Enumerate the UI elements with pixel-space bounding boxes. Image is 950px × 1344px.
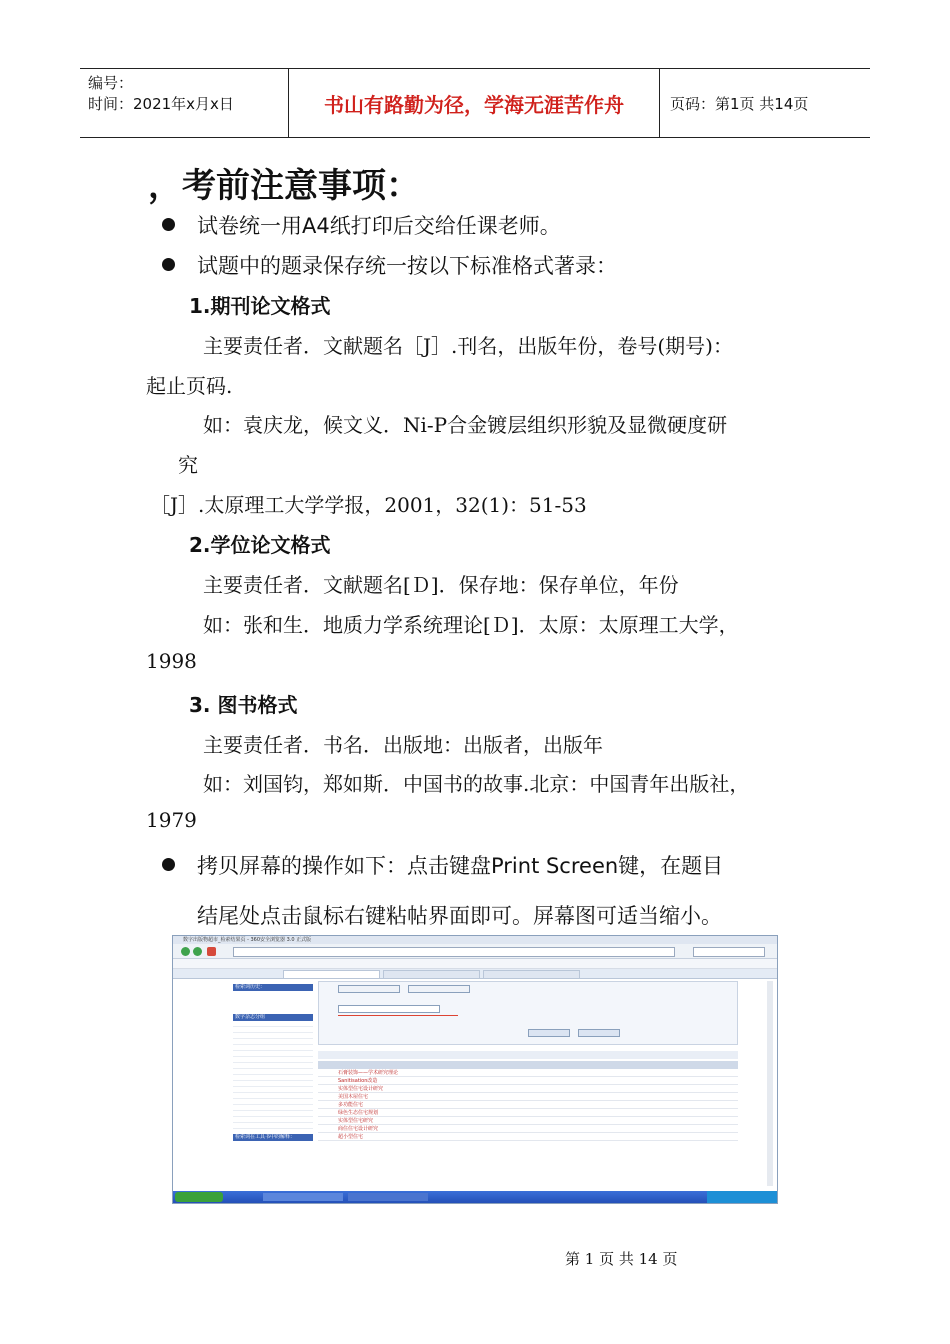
bullet-1: 试卷统一用A4纸打印后交给任课老师。 bbox=[162, 210, 561, 240]
table-row: 石膏装饰——学术研究理论 bbox=[318, 1069, 738, 1077]
divider bbox=[338, 1015, 458, 1016]
number-label: 编号： bbox=[88, 74, 134, 92]
thesis-example: 如：张和生．地质力学系统理论[Ｄ]．太原：太原理工大学， bbox=[203, 613, 739, 637]
bullet-dot-icon bbox=[162, 218, 175, 231]
left-panel-header: 检索词历史： bbox=[233, 984, 313, 991]
result-table bbox=[318, 1069, 738, 1141]
favorites-bar bbox=[173, 959, 777, 969]
history-list bbox=[233, 991, 313, 1011]
system-tray bbox=[707, 1191, 777, 1203]
journal-format-cont: 起止页码. bbox=[146, 374, 233, 398]
field-select bbox=[338, 985, 400, 993]
taskbar bbox=[173, 1191, 777, 1203]
page-header bbox=[80, 68, 870, 138]
thesis-format: 主要责任者．文献题名[Ｄ]．保存地：保存单位，年份 bbox=[203, 573, 679, 597]
journal-format: 主要责任者．文献题名［J］.刊名，出版年份，卷号(期号)： bbox=[203, 334, 733, 358]
page-footer: 第 1 页 共 14 页 bbox=[565, 1250, 678, 1268]
table-row: Sanitisation改造 bbox=[318, 1077, 738, 1085]
thesis-heading: 2.学位论文格式 bbox=[189, 533, 331, 557]
search-box bbox=[693, 947, 765, 957]
embedded-screenshot bbox=[172, 935, 778, 1204]
forward-icon bbox=[193, 947, 202, 956]
tab-strip bbox=[173, 969, 777, 979]
book-example-year: 1979 bbox=[146, 808, 197, 832]
left-panel bbox=[233, 981, 313, 1186]
result-table-header bbox=[318, 1061, 738, 1069]
table-row: 实体型住宅研究 bbox=[318, 1117, 738, 1125]
search-button bbox=[528, 1029, 570, 1037]
header-motto: 书山有路勤为径，学海无涯苦作舟 bbox=[289, 69, 660, 137]
bullet-dot-icon bbox=[162, 858, 175, 871]
journal-example-cont: 究 bbox=[178, 453, 198, 477]
browser-tab bbox=[283, 970, 380, 979]
field-input bbox=[408, 985, 470, 993]
search-form bbox=[318, 981, 738, 1045]
address-bar bbox=[233, 947, 675, 957]
back-icon bbox=[181, 947, 190, 956]
bullet-dot-icon bbox=[162, 258, 175, 271]
result-toolbar bbox=[318, 1051, 738, 1059]
taskbar-item bbox=[263, 1193, 343, 1201]
journal-example-cite: ［J］.太原理工大学学报，2001，32(1)：51-53 bbox=[150, 493, 587, 517]
table-row: 超小型住宅 bbox=[318, 1133, 738, 1141]
keyword-input bbox=[338, 1005, 440, 1013]
time-label: 时间：2021年x月x日 bbox=[88, 95, 234, 113]
bullet-2: 试题中的题录保存统一按以下标准格式著录： bbox=[162, 250, 617, 280]
page-title: ，考前注意事项： bbox=[148, 166, 420, 206]
left-panel-header: 检索词在工具书中的解释： bbox=[233, 1134, 313, 1141]
taskbar-item bbox=[348, 1193, 428, 1201]
bullet-3: 拷贝屏幕的操作如下：点击键盘Print Screen键，在题目 bbox=[162, 850, 723, 880]
table-row: 绿色生态住宅规划 bbox=[318, 1109, 738, 1117]
search-panel bbox=[318, 981, 738, 1186]
table-row: 实体型住宅设计研究 bbox=[318, 1085, 738, 1093]
journal-heading: 1.期刊论文格式 bbox=[189, 294, 331, 318]
book-heading: 3. 图书格式 bbox=[189, 693, 298, 717]
browser-tab bbox=[483, 970, 580, 979]
header-page-info: 页码：第1页 共14页 bbox=[670, 94, 809, 113]
table-row: 美国木屋住宅 bbox=[318, 1093, 738, 1101]
group-list bbox=[233, 1021, 313, 1131]
stop-icon bbox=[207, 947, 216, 956]
scrollbar bbox=[767, 981, 773, 1186]
header-meta bbox=[80, 69, 289, 137]
left-panel-header: 数字杂志分组 bbox=[233, 1014, 313, 1021]
book-example: 如：刘国钧，郑如斯．中国书的故事.北京：中国青年出版社， bbox=[203, 772, 750, 796]
journal-example: 如：袁庆龙，候文义．Ni-P合金镀层组织形貌及显微硬度研 bbox=[203, 413, 728, 437]
browser-tab bbox=[383, 970, 480, 979]
table-row: 商住住宅设计研究 bbox=[318, 1125, 738, 1133]
thesis-example-year: 1998 bbox=[146, 649, 197, 673]
search-button bbox=[578, 1029, 620, 1037]
browser-toolbar bbox=[173, 944, 777, 959]
book-format: 主要责任者．书名．出版地：出版者，出版年 bbox=[203, 733, 603, 757]
start-button bbox=[175, 1192, 223, 1202]
browser-title-bar: 数字出版物超市_检索结果页 - 360安全浏览器 3.0 正式版 bbox=[173, 936, 777, 944]
table-row: 多功能住宅 bbox=[318, 1101, 738, 1109]
bullet-3-cont: 结尾处点击鼠标右键粘帖界面即可。屏幕图可适当缩小。 bbox=[197, 904, 722, 928]
